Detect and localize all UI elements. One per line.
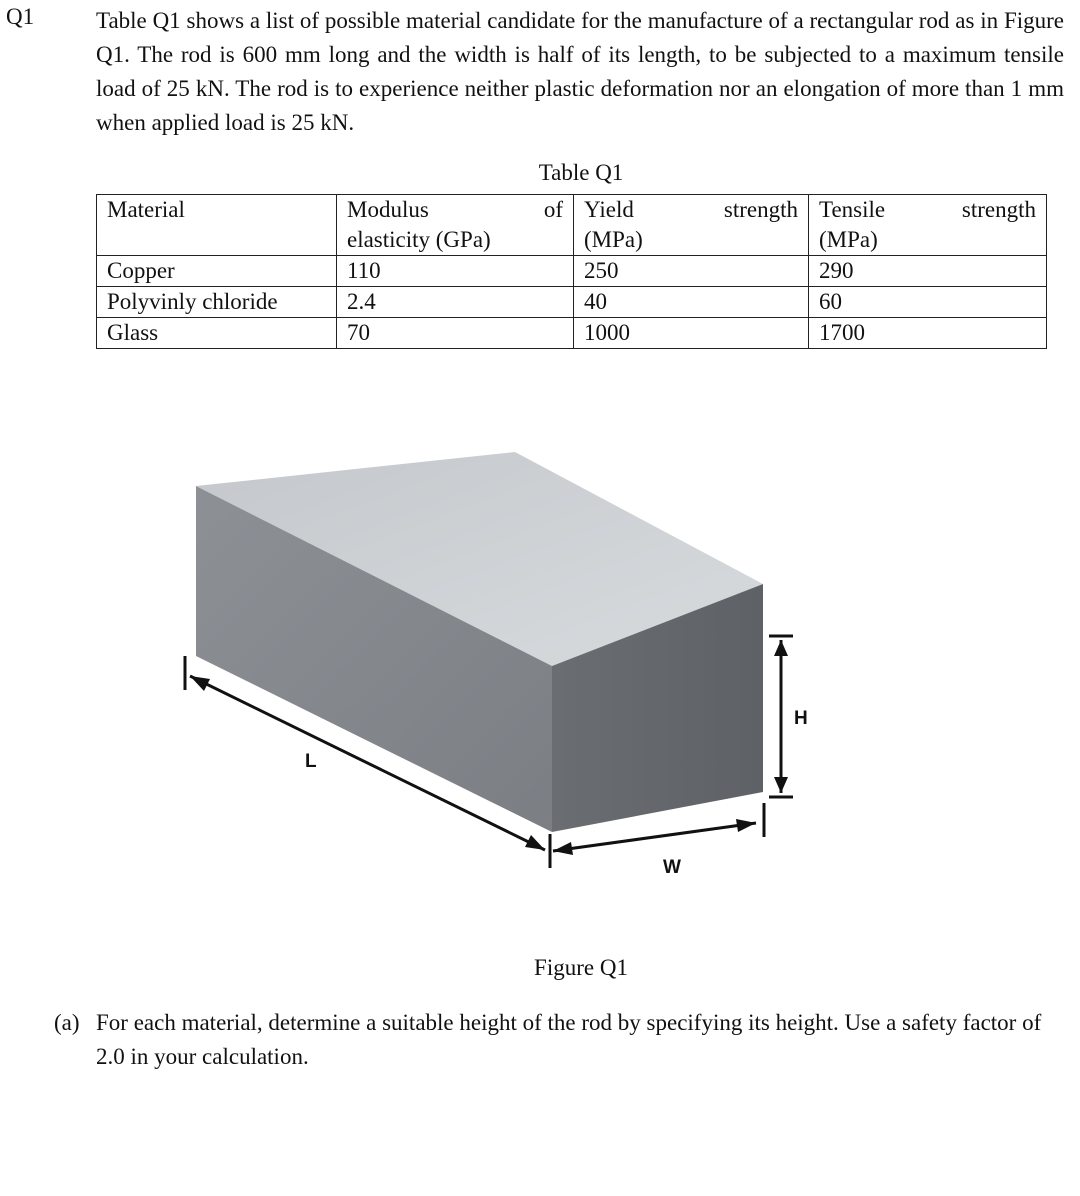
cell-material: Glass: [97, 318, 337, 349]
header-yield-line1: Yield strength: [584, 197, 798, 222]
cell-modulus: 2.4: [337, 287, 574, 318]
part-a-label: (a): [54, 1010, 80, 1035]
part-a-text: For each material, determine a suitable height of the rod by specifying its height. Use a safety factor of 2.0 in your calculation.: [96, 1010, 1042, 1069]
height-dimension: [769, 636, 793, 797]
cell-tensile: 60: [809, 287, 1047, 318]
length-arrowhead-right: [525, 835, 545, 850]
header-modulus: [337, 195, 574, 256]
cell-modulus: 110: [337, 256, 574, 287]
table-row: [97, 287, 1047, 318]
cell-yield: 40: [574, 287, 809, 318]
table-caption: Table Q1: [538, 160, 624, 185]
cell-yield: 1000: [574, 318, 809, 349]
header-modulus-line1: Modulus of: [347, 197, 563, 222]
width-arrowhead-right: [736, 819, 756, 832]
figure-caption: Figure Q1: [534, 955, 628, 980]
label-height: H: [794, 708, 808, 729]
cell-modulus: 70: [337, 318, 574, 349]
table-row: [97, 256, 1047, 287]
header-modulus-line2: elasticity (GPa): [347, 227, 491, 252]
rod-figure: [160, 400, 880, 900]
materials-table: [96, 194, 1047, 349]
table-row: [97, 318, 1047, 349]
height-arrowhead-top: [774, 640, 788, 656]
header-tensile-line2: (MPa): [819, 227, 878, 252]
cell-material: Polyvinly chloride: [97, 287, 337, 318]
question-number: Q1: [6, 4, 35, 29]
part-a: [54, 1006, 1064, 1074]
header-yield: [574, 195, 809, 256]
height-arrowhead-bottom: [774, 777, 788, 793]
cell-tensile: 290: [809, 256, 1047, 287]
width-arrowhead-left: [553, 842, 573, 855]
label-length: L: [305, 751, 317, 772]
header-yield-line2: (MPa): [584, 227, 643, 252]
table-header-row: [97, 195, 1047, 256]
question-intro: Table Q1 shows a list of possible material candidate for the manufacture of a rectangular rod as in Figure Q1. The rod is 600 mm long and the width is half of its length, to be subjected to a maximum tensile load of 25 kN. The rod is to experience neither plastic deformation nor an elongation of more than 1 mm when applied load is 25 kN.: [96, 8, 1064, 135]
length-arrowhead-left: [190, 676, 210, 691]
label-width: W: [663, 857, 681, 878]
header-tensile-line1: Tensile strength: [819, 197, 1036, 222]
header-tensile: [809, 195, 1047, 256]
cell-yield: 250: [574, 256, 809, 287]
header-material: Material: [97, 195, 337, 256]
cell-material: Copper: [97, 256, 337, 287]
cell-tensile: 1700: [809, 318, 1047, 349]
